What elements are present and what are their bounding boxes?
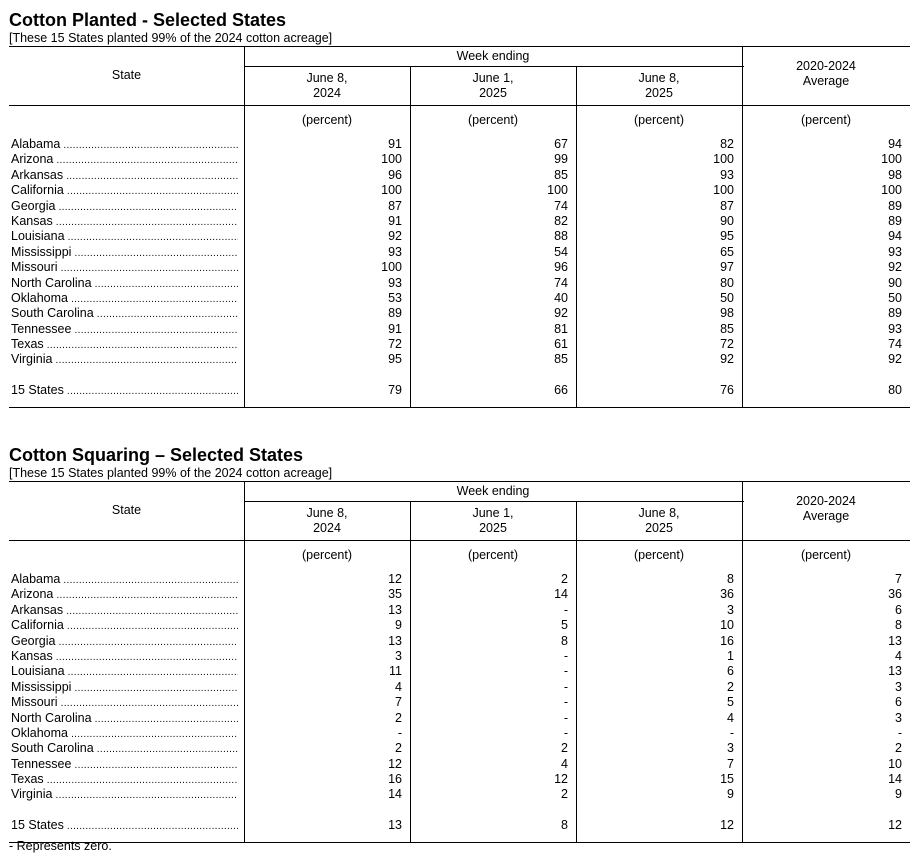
value-cell: -: [563, 648, 568, 663]
value-cell: 7: [727, 756, 734, 771]
column-header-average: 2020-2024 Average: [796, 494, 856, 523]
unit-label: (percent): [467, 548, 519, 562]
value-cell: 4: [895, 648, 902, 663]
value-cell: -: [563, 602, 568, 617]
value-cell: -: [563, 664, 568, 679]
value-cell: 91: [388, 213, 402, 228]
state-name: Mississippi .....: [11, 680, 238, 696]
state-name: Oklahoma .....: [11, 726, 238, 742]
value-cell: 93: [888, 321, 902, 336]
footnote: - Represents zero.: [9, 839, 112, 853]
state-name: North Carolina .....: [11, 276, 238, 292]
state-name: Virginia .....: [11, 787, 238, 803]
value-cell: 96: [554, 260, 568, 275]
header-divider: [244, 501, 744, 502]
cotton-squaring-section: [9, 444, 910, 843]
value-cell: 6: [895, 602, 902, 617]
state-name: Georgia .....: [11, 634, 238, 650]
week-ending-header: Week ending: [456, 49, 530, 63]
value-cell: 90: [888, 275, 902, 290]
table-row: [9, 214, 910, 229]
table-row: [9, 291, 910, 306]
value-cell: 6: [727, 664, 734, 679]
state-name: Texas .....: [11, 772, 238, 788]
value-cell: 92: [888, 352, 902, 367]
state-name: 15 States .....: [11, 818, 238, 834]
state-name: Kansas .....: [11, 214, 238, 230]
value-cell: 98: [720, 306, 734, 321]
value-cell: 61: [554, 337, 568, 352]
value-cell: 2: [395, 741, 402, 756]
unit-label: (percent): [301, 113, 353, 127]
value-cell: 72: [388, 337, 402, 352]
units-row: [9, 106, 910, 137]
value-cell: 5: [561, 618, 568, 633]
value-cell: 14: [388, 787, 402, 802]
state-name: Arkansas .....: [11, 168, 238, 184]
unit-label: (percent): [633, 113, 685, 127]
value-cell: 16: [388, 772, 402, 787]
value-cell: 74: [554, 275, 568, 290]
unit-label: (percent): [301, 548, 353, 562]
value-cell: 80: [720, 275, 734, 290]
table-subtitle: [These 15 States planted 99% of the 2024 cotton acreage]: [9, 466, 333, 480]
value-cell: 100: [713, 152, 734, 167]
value-cell: 8: [561, 817, 568, 832]
value-cell: 66: [554, 382, 568, 397]
table-row: [9, 741, 910, 756]
value-cell: 93: [888, 244, 902, 259]
value-cell: 36: [888, 587, 902, 602]
value-cell: 94: [888, 229, 902, 244]
value-cell: -: [563, 679, 568, 694]
table-header: [9, 46, 910, 106]
table-row: [9, 711, 910, 726]
table-row: [9, 572, 910, 587]
value-cell: 92: [720, 352, 734, 367]
value-cell: 80: [888, 382, 902, 397]
value-cell: -: [897, 725, 902, 740]
table-row: [9, 726, 910, 741]
value-cell: 13: [388, 602, 402, 617]
value-cell: 91: [388, 321, 402, 336]
value-cell: 90: [720, 213, 734, 228]
value-cell: 82: [720, 137, 734, 151]
week-ending-header: Week ending: [456, 484, 530, 498]
state-name: Texas .....: [11, 337, 238, 353]
value-cell: 50: [888, 290, 902, 305]
table-body: [9, 541, 910, 843]
value-cell: 1: [727, 648, 734, 663]
table-row: [9, 757, 910, 772]
state-name: South Carolina .....: [11, 306, 238, 322]
value-cell: 13: [388, 817, 402, 832]
table-row: [9, 352, 910, 367]
table-title: Cotton Squaring – Selected States: [9, 445, 304, 465]
value-cell: 3: [727, 602, 734, 617]
value-cell: 87: [720, 198, 734, 213]
value-cell: 13: [888, 633, 902, 648]
state-name: Mississippi .....: [11, 245, 238, 261]
state-name: Missouri .....: [11, 260, 238, 276]
value-cell: 3: [895, 679, 902, 694]
value-cell: 8: [727, 572, 734, 586]
state-name: Oklahoma .....: [11, 291, 238, 307]
table-header: [9, 481, 910, 541]
value-cell: 93: [388, 275, 402, 290]
table-row: [9, 664, 910, 679]
value-cell: 9: [395, 618, 402, 633]
value-cell: 82: [554, 213, 568, 228]
value-cell: 4: [727, 710, 734, 725]
units-row: [9, 541, 910, 572]
state-name: California .....: [11, 618, 238, 634]
table-subtitle: [These 15 States planted 99% of the 2024 cotton acreage]: [9, 31, 333, 45]
value-cell: 85: [554, 167, 568, 182]
value-cell: 3: [727, 741, 734, 756]
state-name: Tennessee .....: [11, 322, 238, 338]
value-cell: 7: [395, 695, 402, 710]
value-cell: 16: [720, 633, 734, 648]
table-row: [9, 680, 910, 695]
value-cell: 67: [554, 137, 568, 151]
state-column-header: State: [111, 503, 142, 517]
value-cell: 8: [561, 633, 568, 648]
value-cell: 2: [727, 679, 734, 694]
column-header-col1: June 8, 2024: [306, 71, 348, 100]
value-cell: 87: [388, 198, 402, 213]
total-row: [9, 818, 910, 833]
value-cell: 13: [888, 664, 902, 679]
column-header-col1: June 8, 2024: [306, 506, 348, 535]
column-header-col2: June 1, 2025: [472, 506, 514, 535]
state-name: Alabama .....: [11, 137, 238, 153]
value-cell: 9: [727, 787, 734, 802]
total-row: [9, 383, 910, 398]
table-row: [9, 245, 910, 260]
value-cell: 12: [388, 572, 402, 586]
value-cell: 92: [554, 306, 568, 321]
value-cell: 100: [713, 183, 734, 198]
value-cell: 89: [388, 306, 402, 321]
value-cell: 15: [720, 772, 734, 787]
value-cell: 100: [381, 183, 402, 198]
column-header-col3: June 8, 2025: [638, 506, 680, 535]
table-row: [9, 322, 910, 337]
table-row: [9, 587, 910, 602]
value-cell: 50: [720, 290, 734, 305]
value-cell: 89: [888, 306, 902, 321]
value-cell: 5: [727, 695, 734, 710]
state-name: Virginia .....: [11, 352, 238, 368]
state-name: Kansas .....: [11, 649, 238, 665]
value-cell: 6: [895, 695, 902, 710]
value-cell: 95: [720, 229, 734, 244]
value-cell: 93: [720, 167, 734, 182]
value-cell: 76: [720, 382, 734, 397]
value-cell: 91: [388, 137, 402, 151]
state-name: Alabama .....: [11, 572, 238, 588]
table-row: [9, 276, 910, 291]
value-cell: 7: [895, 572, 902, 586]
value-cell: 4: [561, 756, 568, 771]
unit-label: (percent): [800, 113, 852, 127]
cotton-planted-section: [9, 9, 910, 408]
value-cell: 81: [554, 321, 568, 336]
value-cell: 89: [888, 213, 902, 228]
table-row: [9, 634, 910, 649]
table-row: [9, 137, 910, 152]
value-cell: 100: [381, 152, 402, 167]
value-cell: 100: [881, 183, 902, 198]
state-name: Arkansas .....: [11, 603, 238, 619]
value-cell: 94: [888, 137, 902, 151]
table-body: [9, 106, 910, 408]
table-row: [9, 168, 910, 183]
value-cell: 36: [720, 587, 734, 602]
value-cell: 85: [720, 321, 734, 336]
table-row: [9, 772, 910, 787]
column-header-average: 2020-2024 Average: [796, 59, 856, 88]
table-row: [9, 618, 910, 633]
state-column-header: State: [111, 68, 142, 82]
value-cell: 12: [554, 772, 568, 787]
value-cell: 85: [554, 352, 568, 367]
value-cell: 88: [554, 229, 568, 244]
table-row: [9, 199, 910, 214]
spacer: [9, 368, 910, 383]
state-name: Tennessee .....: [11, 757, 238, 773]
value-cell: 3: [395, 648, 402, 663]
value-cell: 65: [720, 244, 734, 259]
state-name: Arizona .....: [11, 587, 238, 603]
unit-label: (percent): [800, 548, 852, 562]
value-cell: 10: [888, 756, 902, 771]
value-cell: 74: [888, 337, 902, 352]
state-name: Arizona .....: [11, 152, 238, 168]
table-row: [9, 695, 910, 710]
value-cell: 11: [389, 664, 402, 679]
value-cell: 10: [720, 618, 734, 633]
value-cell: 95: [388, 352, 402, 367]
value-cell: 35: [388, 587, 402, 602]
value-cell: -: [563, 725, 568, 740]
value-cell: 14: [554, 587, 568, 602]
table-bottom-border: [9, 833, 910, 843]
value-cell: 53: [388, 290, 402, 305]
value-cell: 72: [720, 337, 734, 352]
value-cell: 99: [554, 152, 568, 167]
value-cell: 100: [881, 152, 902, 167]
table-bottom-border: [9, 398, 910, 408]
table-row: [9, 152, 910, 167]
value-cell: 13: [388, 633, 402, 648]
value-cell: 12: [888, 817, 902, 832]
value-cell: 2: [561, 572, 568, 586]
value-cell: 100: [381, 260, 402, 275]
spacer: [9, 803, 910, 818]
value-cell: 98: [888, 167, 902, 182]
value-cell: -: [397, 725, 402, 740]
value-cell: 93: [388, 244, 402, 259]
table-title: Cotton Planted - Selected States: [9, 10, 287, 30]
table-row: [9, 649, 910, 664]
value-cell: 79: [388, 382, 402, 397]
value-cell: -: [563, 695, 568, 710]
state-name: South Carolina .....: [11, 741, 238, 757]
table-row: [9, 260, 910, 275]
value-cell: 40: [554, 290, 568, 305]
state-name: Missouri .....: [11, 695, 238, 711]
column-header-col2: June 1, 2025: [472, 71, 514, 100]
value-cell: 12: [720, 817, 734, 832]
state-name: California .....: [11, 183, 238, 199]
value-cell: 92: [888, 260, 902, 275]
value-cell: 2: [895, 741, 902, 756]
value-cell: 100: [547, 183, 568, 198]
table-row: [9, 229, 910, 244]
table-row: [9, 306, 910, 321]
state-name: Louisiana .....: [11, 664, 238, 680]
value-cell: 97: [720, 260, 734, 275]
value-cell: 74: [554, 198, 568, 213]
state-name: Louisiana .....: [11, 229, 238, 245]
value-cell: 8: [895, 618, 902, 633]
value-cell: 2: [561, 787, 568, 802]
value-cell: 4: [395, 679, 402, 694]
state-name: 15 States .....: [11, 383, 238, 399]
value-cell: 96: [388, 167, 402, 182]
table-row: [9, 787, 910, 802]
value-cell: 54: [554, 244, 568, 259]
value-cell: 12: [388, 756, 402, 771]
state-name: North Carolina .....: [11, 711, 238, 727]
value-cell: 92: [388, 229, 402, 244]
state-name: Georgia .....: [11, 199, 238, 215]
value-cell: -: [729, 725, 734, 740]
value-cell: 2: [395, 710, 402, 725]
table-row: [9, 603, 910, 618]
unit-label: (percent): [467, 113, 519, 127]
unit-label: (percent): [633, 548, 685, 562]
header-divider: [244, 66, 744, 67]
value-cell: 14: [888, 772, 902, 787]
column-header-col3: June 8, 2025: [638, 71, 680, 100]
table-row: [9, 337, 910, 352]
value-cell: -: [563, 710, 568, 725]
value-cell: 9: [895, 787, 902, 802]
value-cell: 3: [895, 710, 902, 725]
value-cell: 2: [561, 741, 568, 756]
value-cell: 89: [888, 198, 902, 213]
table-row: [9, 183, 910, 198]
